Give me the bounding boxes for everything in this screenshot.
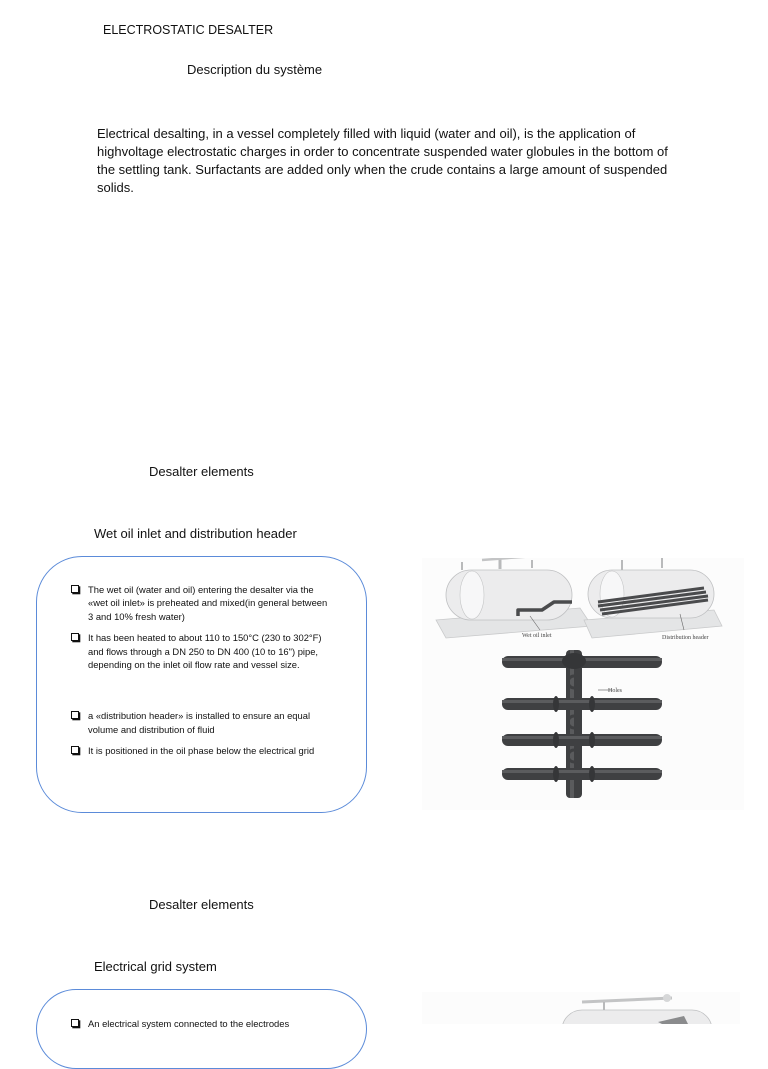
bullet-list xyxy=(71,583,329,758)
electrical-grid-image xyxy=(422,992,740,1024)
list-item xyxy=(71,631,329,671)
document-title: ELECTROSTATIC DESALTER xyxy=(103,23,274,37)
desalter-illustration xyxy=(422,558,744,810)
checkbox-bullet-icon xyxy=(71,1019,79,1027)
section-heading: Desalter elements xyxy=(149,897,254,912)
label-holes: Holes xyxy=(608,688,622,694)
checkbox-bullet-icon xyxy=(71,633,79,641)
label-wet-oil-inlet: Wet oil inlet xyxy=(522,633,552,639)
intro-paragraph: Electrical desalting, in a vessel completely filled with liquid (water and oil), is the application of highvoltage electrostatic charges in order to concentrate suspended water globules in the bottom of the settling tank. Surfactants are added only when the crude contains a large amount of suspended solids. xyxy=(97,126,668,195)
section-heading: Desalter elements xyxy=(149,464,254,479)
desalter-diagram-image xyxy=(422,558,744,810)
list-item xyxy=(71,709,329,736)
section-subheading: Wet oil inlet and distribution header xyxy=(94,526,297,541)
distribution-header-closeup xyxy=(502,650,662,798)
bullet-box xyxy=(36,556,367,813)
list-item xyxy=(71,583,329,623)
bullet-text: a «distribution header» is installed to ensure an equal volume and distribution of fluid xyxy=(88,710,311,735)
bullet-text: An electrical system connected to the electrodes xyxy=(88,1018,290,1029)
bullet-text: The wet oil (water and oil) entering the desalter via the «wet oil inlet» is preheated and mixed(in general between 3 and 10% fresh water) xyxy=(88,584,328,622)
bullet-text: It is positioned in the oil phase below the electrical grid xyxy=(88,745,315,757)
bullet-text: It has been heated to about 110 to 150°C (230 to 302°F) and flows through a DN 250 to DN 400 (10 to 16") pipe, depending on the inlet oil flow rate and vessel size. xyxy=(88,632,322,671)
checkbox-bullet-icon xyxy=(71,711,79,719)
checkbox-bullet-icon xyxy=(71,585,79,593)
label-distribution-header: Distribution header xyxy=(662,635,709,641)
list-item xyxy=(71,744,329,757)
bullet-box xyxy=(36,989,367,1069)
electrical-grid-illustration xyxy=(422,992,740,1024)
checkbox-bullet-icon xyxy=(71,746,79,754)
section-subheading: Electrical grid system xyxy=(94,959,217,974)
document-subtitle: Description du système xyxy=(187,62,323,77)
